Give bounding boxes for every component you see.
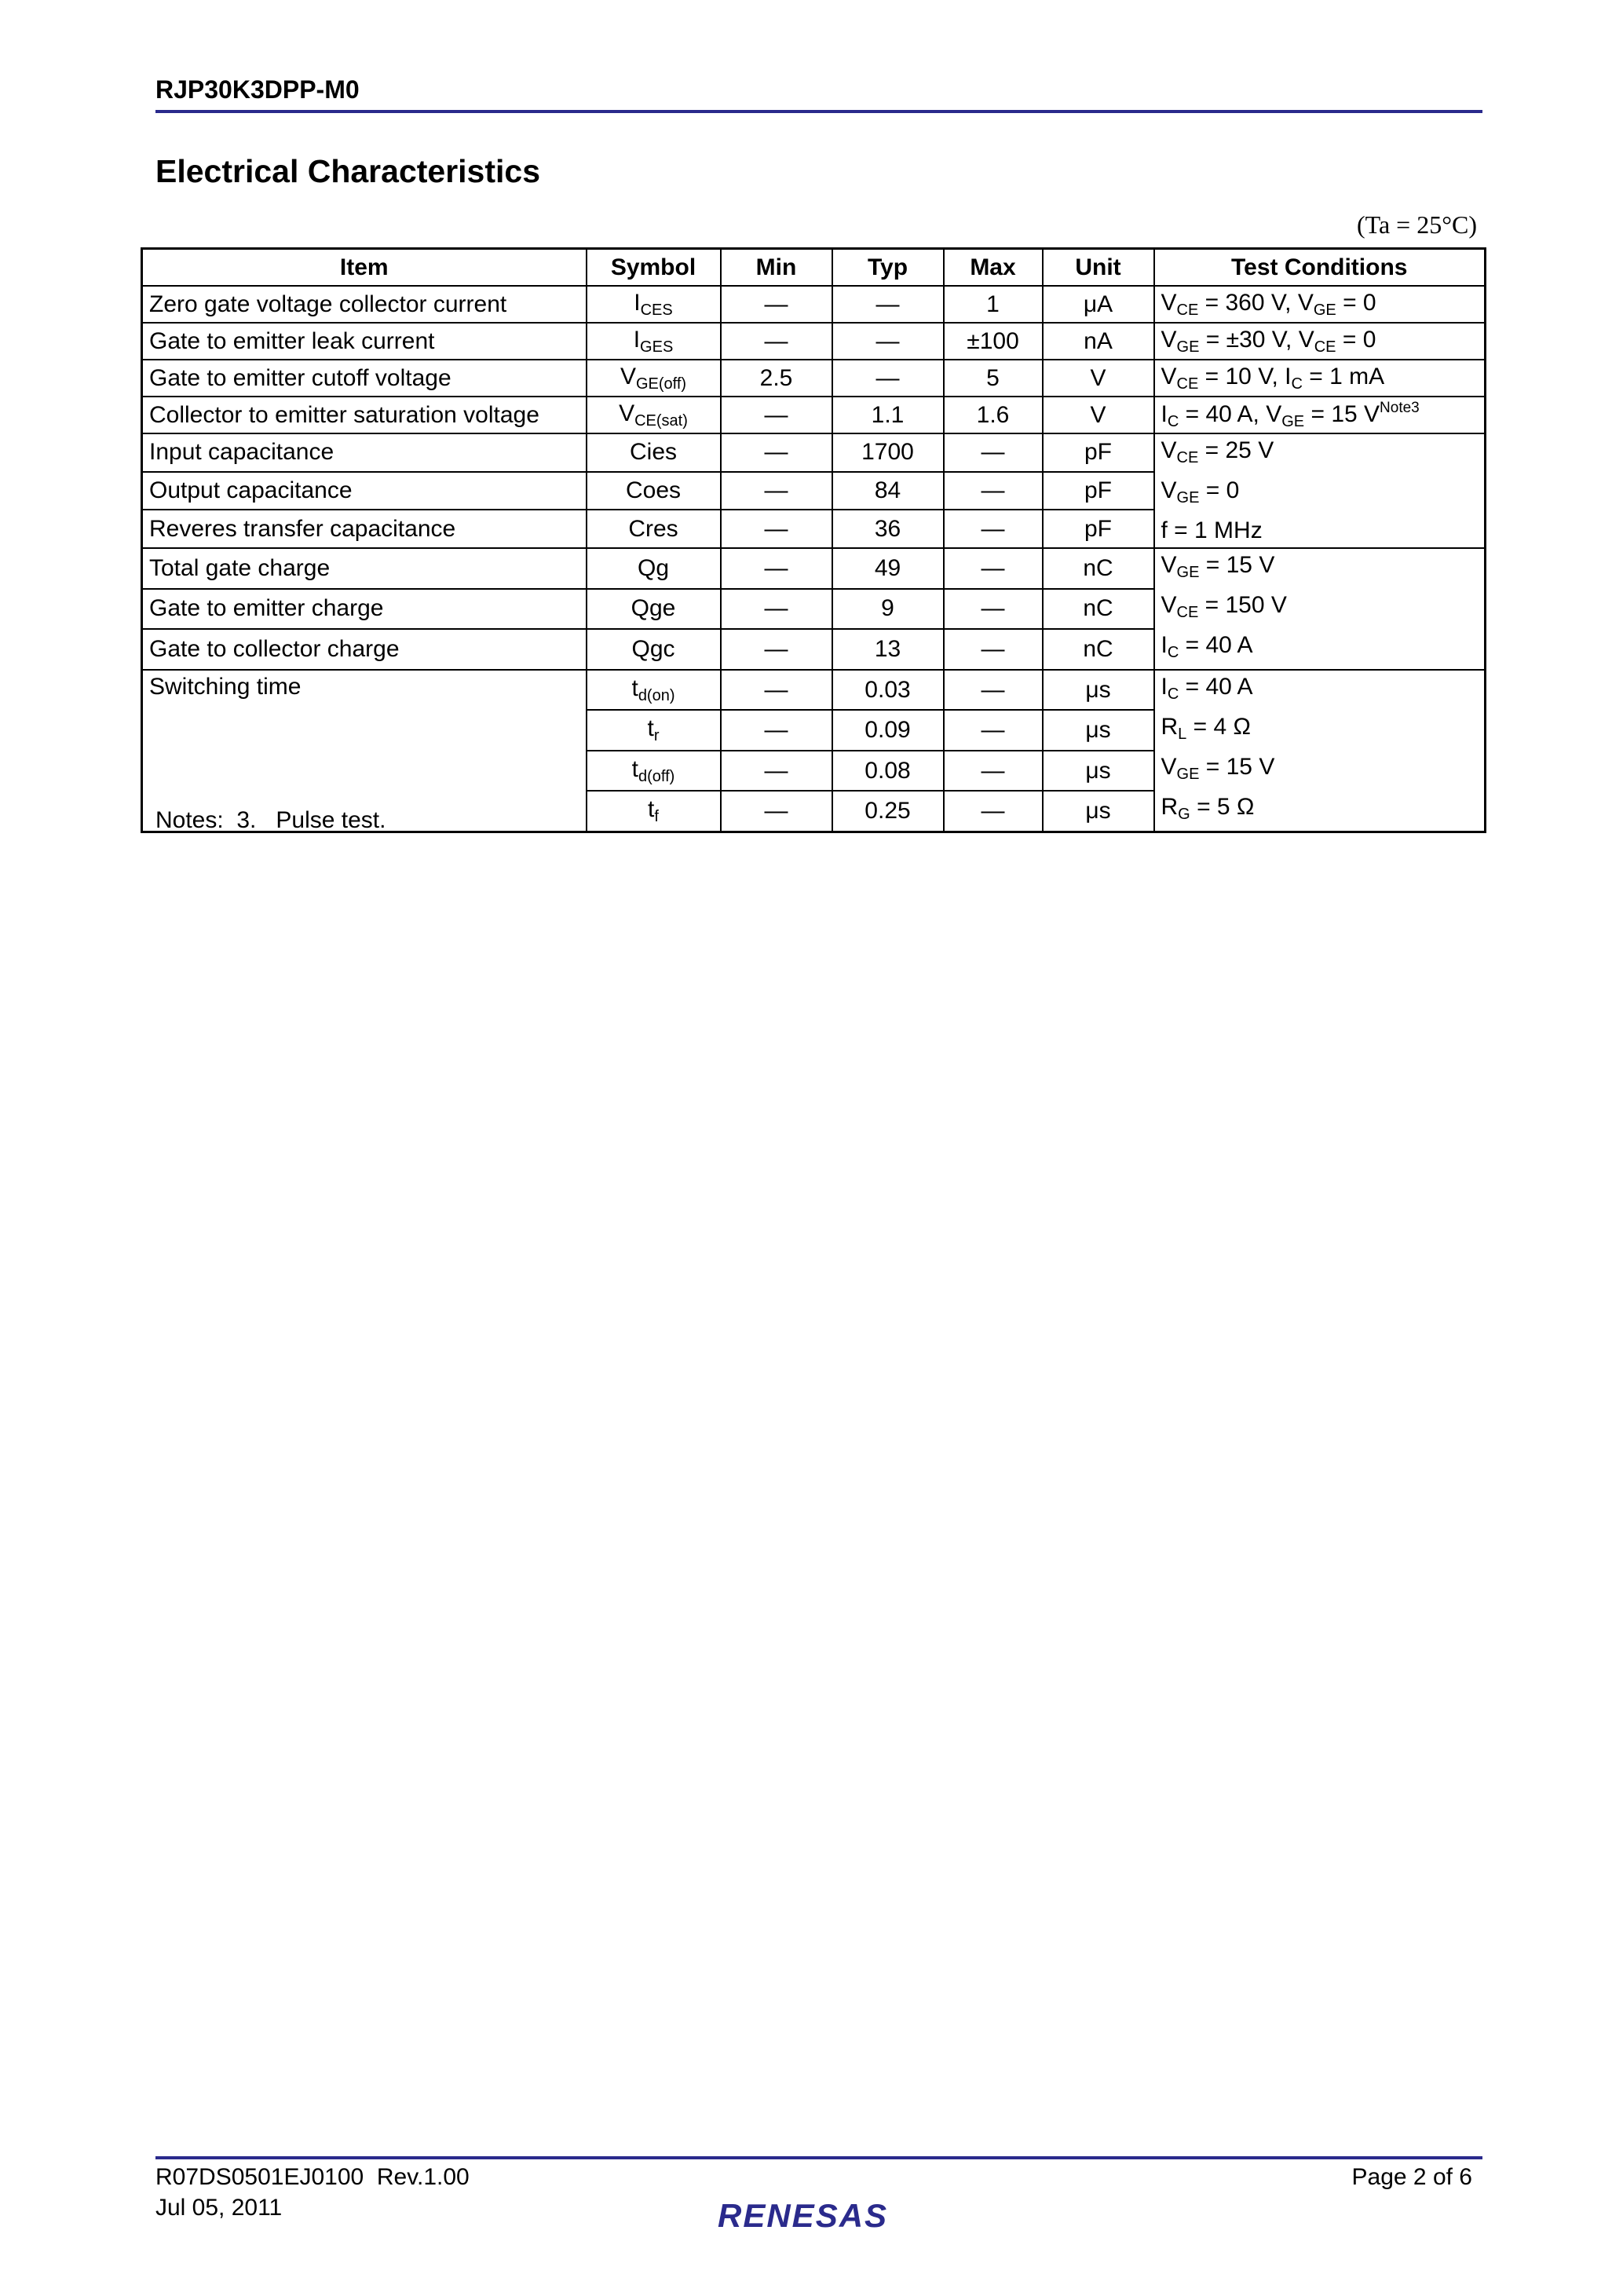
max-cell: —	[944, 472, 1043, 510]
typ-cell: 84	[832, 472, 944, 510]
min-cell: 2.5	[721, 360, 832, 397]
min-cell: —	[721, 548, 832, 589]
item-cell: Total gate charge	[142, 548, 587, 589]
typ-cell: 0.09	[832, 710, 944, 750]
condition-cell-capacitance: $V_{CE} = 25$ V $V_{GE} = 0$ f = 1 MHz	[1154, 433, 1486, 548]
unit-cell: μs	[1043, 670, 1154, 710]
table-row	[142, 397, 1486, 433]
symbol-cell: Cies	[587, 433, 721, 472]
table-row	[142, 548, 1486, 589]
ambient-temperature: (Ta = 25°C)	[1356, 210, 1477, 239]
column-header: Max	[944, 249, 1043, 287]
item-cell: Collector to emitter saturation voltage	[142, 397, 587, 433]
condition-cell: $V_{GE} = \pm 30$ V, $V_{CE} = 0$	[1154, 323, 1486, 360]
unit-cell: μA	[1043, 286, 1154, 323]
column-header: Item	[142, 249, 587, 287]
max-cell: —	[944, 751, 1043, 791]
max-cell: —	[944, 629, 1043, 670]
section-title: Electrical Characteristics	[155, 153, 540, 189]
min-cell: —	[721, 791, 832, 832]
column-header: Min	[721, 249, 832, 287]
symbol-cell: Qg	[587, 548, 721, 589]
unit-cell: pF	[1043, 510, 1154, 548]
unit-cell: V	[1043, 360, 1154, 397]
max-cell: —	[944, 510, 1043, 548]
unit-cell: nA	[1043, 323, 1154, 360]
min-cell: —	[721, 751, 832, 791]
max-cell: —	[944, 710, 1043, 750]
typ-cell: 9	[832, 589, 944, 630]
min-cell: —	[721, 472, 832, 510]
item-cell: Reveres transfer capacitance	[142, 510, 587, 548]
note-reference: Note3	[1380, 399, 1420, 416]
min-cell: —	[721, 397, 832, 433]
document-date: Jul 05, 2011	[155, 2195, 283, 2221]
table-row	[142, 323, 1486, 360]
table-row	[142, 670, 1486, 710]
min-cell: —	[721, 589, 832, 630]
column-header: Typ	[832, 249, 944, 287]
column-header: Test Conditions	[1154, 249, 1486, 287]
typ-cell: 0.08	[832, 751, 944, 791]
footer-rule	[155, 2156, 1482, 2159]
unit-cell: μs	[1043, 710, 1154, 750]
item-cell: Zero gate voltage collector current	[142, 286, 587, 323]
column-header: Symbol	[587, 249, 721, 287]
item-cell: Gate to emitter cutoff voltage	[142, 360, 587, 397]
min-cell: —	[721, 433, 832, 472]
typ-cell: —	[832, 323, 944, 360]
table-row	[142, 360, 1486, 397]
item-cell: Gate to collector charge	[142, 629, 587, 670]
max-cell: —	[944, 791, 1043, 832]
item-cell: Gate to emitter charge	[142, 589, 587, 630]
unit-cell: nC	[1043, 548, 1154, 589]
max-cell: —	[944, 548, 1043, 589]
symbol-cell: $I_{GES}$	[587, 323, 721, 360]
max-cell: 1	[944, 286, 1043, 323]
condition-cell: $V_{CE} = 360$ V, $V_{GE} = 0$	[1154, 286, 1486, 323]
item-cell: Input capacitance	[142, 433, 587, 472]
header-rule	[155, 110, 1482, 113]
symbol-cell: $t_f$	[587, 791, 721, 832]
table-row	[142, 433, 1486, 472]
typ-cell: 0.25	[832, 791, 944, 832]
min-cell: —	[721, 710, 832, 750]
typ-cell: 0.03	[832, 670, 944, 710]
item-cell: Gate to emitter leak current	[142, 323, 587, 360]
renesas-logo	[715, 2195, 919, 2239]
typ-cell: 49	[832, 548, 944, 589]
typ-cell: —	[832, 286, 944, 323]
typ-cell: 1.1	[832, 397, 944, 433]
document-id: R07DS0501EJ0100 Rev.1.00	[155, 2164, 470, 2190]
condition-cell: $V_{CE} = 10$ V, $I_C = 1$ mA	[1154, 360, 1486, 397]
symbol-cell: Cres	[587, 510, 721, 548]
unit-cell: nC	[1043, 629, 1154, 670]
table-notes: Notes: 3. Pulse test.	[155, 807, 386, 833]
min-cell: —	[721, 629, 832, 670]
renesas-logo-icon	[715, 2195, 919, 2235]
symbol-cell: Qgc	[587, 629, 721, 670]
min-cell: —	[721, 286, 832, 323]
typ-cell: 1700	[832, 433, 944, 472]
unit-cell: nC	[1043, 589, 1154, 630]
min-cell: —	[721, 670, 832, 710]
logo-wordmark: RENESAS	[718, 2197, 889, 2234]
unit-cell: pF	[1043, 433, 1154, 472]
min-cell: —	[721, 510, 832, 548]
condition-cell: $I_C = 40$ A, $V_{GE} = 15$ $V^{Note3}$	[1154, 397, 1486, 433]
item-cell: Output capacitance	[142, 472, 587, 510]
symbol-cell: Qge	[587, 589, 721, 630]
electrical-characteristics-table	[141, 247, 1486, 833]
symbol-cell: $I_{CES}$	[587, 286, 721, 323]
unit-cell: V	[1043, 397, 1154, 433]
typ-cell: 13	[832, 629, 944, 670]
max-cell: 1.6	[944, 397, 1043, 433]
unit-cell: μs	[1043, 751, 1154, 791]
max-cell: —	[944, 670, 1043, 710]
unit-cell: pF	[1043, 472, 1154, 510]
part-number: RJP30K3DPP-M0	[155, 75, 360, 104]
max-cell: —	[944, 589, 1043, 630]
page-number: Page 2 of 6	[1351, 2164, 1472, 2190]
symbol-cell: $V_{CE(sat)}$	[587, 397, 721, 433]
column-header: Unit	[1043, 249, 1154, 287]
min-cell: —	[721, 323, 832, 360]
item-cell-switching-time: Switching time	[142, 670, 587, 832]
max-cell: —	[944, 433, 1043, 472]
symbol-cell: $t_r$	[587, 710, 721, 750]
typ-cell: —	[832, 360, 944, 397]
table-row	[142, 286, 1486, 323]
max-cell: ±100	[944, 323, 1043, 360]
symbol-cell: $V_{GE(off)}$	[587, 360, 721, 397]
symbol-cell: $t_{d(on)}$	[587, 670, 721, 710]
unit-cell: μs	[1043, 791, 1154, 832]
condition-cell-switching: $I_C = 40$ A $R_L = 4$ Ω $V_{GE} = 15$ V $R_G = 5$ Ω	[1154, 670, 1486, 832]
max-cell: 5	[944, 360, 1043, 397]
symbol-cell: $t_{d(off)}$	[587, 751, 721, 791]
typ-cell: 36	[832, 510, 944, 548]
table-header-row	[142, 249, 1486, 287]
symbol-cell: Coes	[587, 472, 721, 510]
condition-cell-gate-charge: $V_{GE} = 15$ V $V_{CE} = 150$ V $I_C = 40$ A	[1154, 548, 1486, 670]
